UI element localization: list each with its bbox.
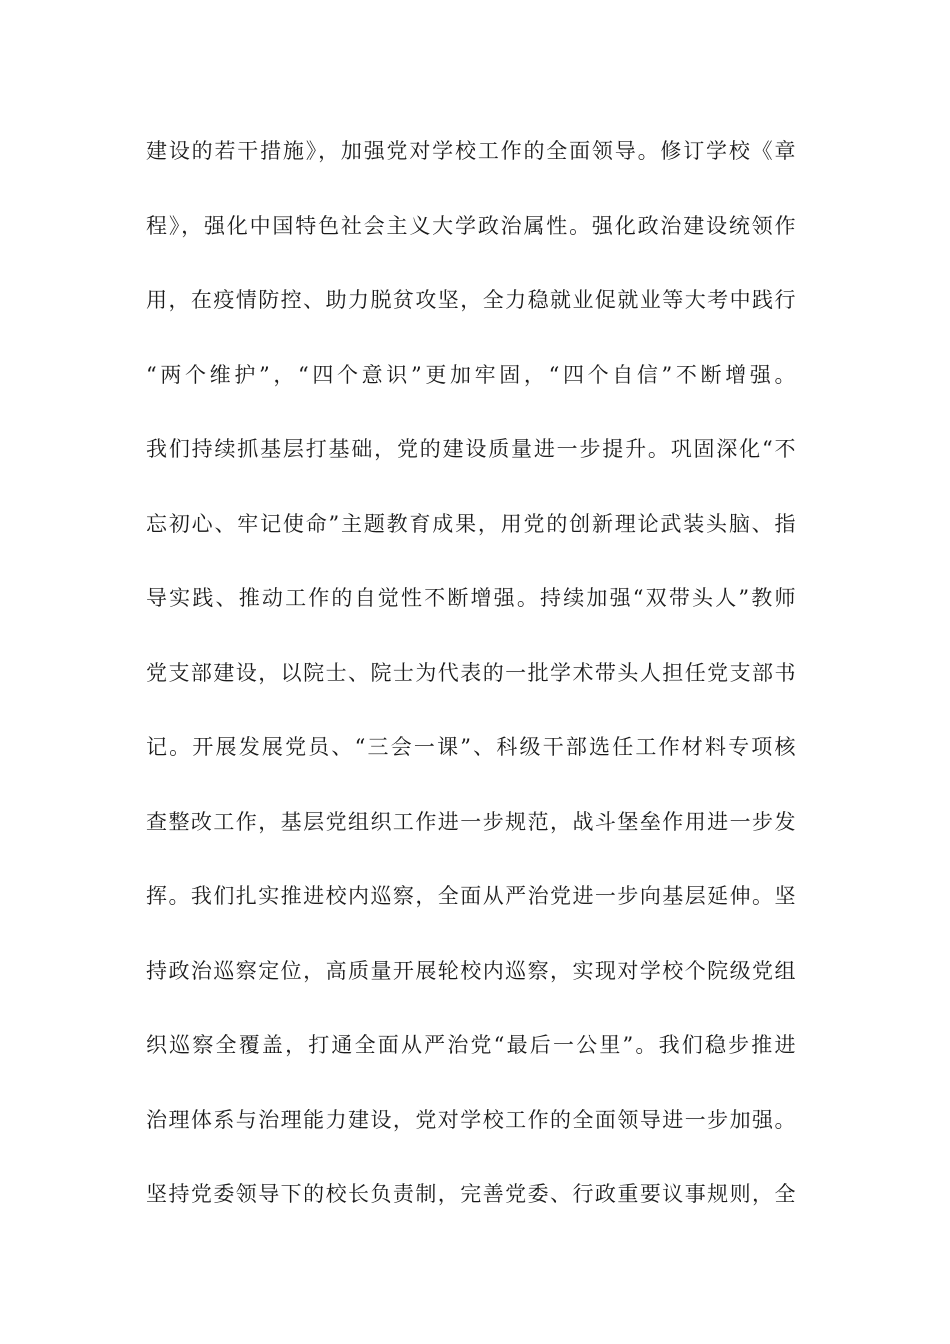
text-line: 用，在疫情防控、助力脱贫攻坚，全力稳就业促就业等大考中践行 (146, 288, 796, 312)
text-line: 记。开展发展党员、“三会一课”、科级干部选任工作材料专项核 (146, 735, 796, 759)
text-line: 坚持党委领导下的校长负责制，完善党委、行政重要议事规则，全 (146, 1182, 796, 1206)
body-text (146, 128, 796, 1246)
text-line: 建设的若干措施》，加强党对学校工作的全面领导。修订学校《章 (146, 139, 796, 163)
text-line: 查整改工作，基层党组织工作进一步规范，战斗堡垒作用进一步发 (146, 809, 796, 834)
text-line: 我们持续抓基层打基础，党的建设质量进一步提升。巩固深化“不 (146, 437, 796, 461)
text-line: 持政治巡察定位，高质量开展轮校内巡察，实现对学校个院级党组 (146, 958, 796, 983)
text-line: 程》，强化中国特色社会主义大学政治属性。强化政治建设统领作 (146, 213, 796, 238)
text-line: 挥。我们扎实推进校内巡察，全面从严治党进一步向基层延伸。坚 (146, 884, 796, 908)
text-line: 治理体系与治理能力建设，党对学校工作的全面领导进一步加强。 (146, 1107, 796, 1132)
text-line: 党支部建设，以院士、院士为代表的一批学术带头人担任党支部书 (146, 660, 796, 685)
text-line: 忘初心、牢记使命”主题教育成果，用党的创新理论武装头脑、指 (146, 511, 796, 536)
text-line: “两个维护”，“四个意识”更加牢固，“四个自信”不断增强。 (146, 362, 796, 387)
text-line: 织巡察全覆盖，打通全面从严治党“最后一公里”。我们稳步推进 (146, 1033, 796, 1057)
text-line: 导实践、推动工作的自觉性不断增强。持续加强“双带头人”教师 (146, 586, 796, 610)
